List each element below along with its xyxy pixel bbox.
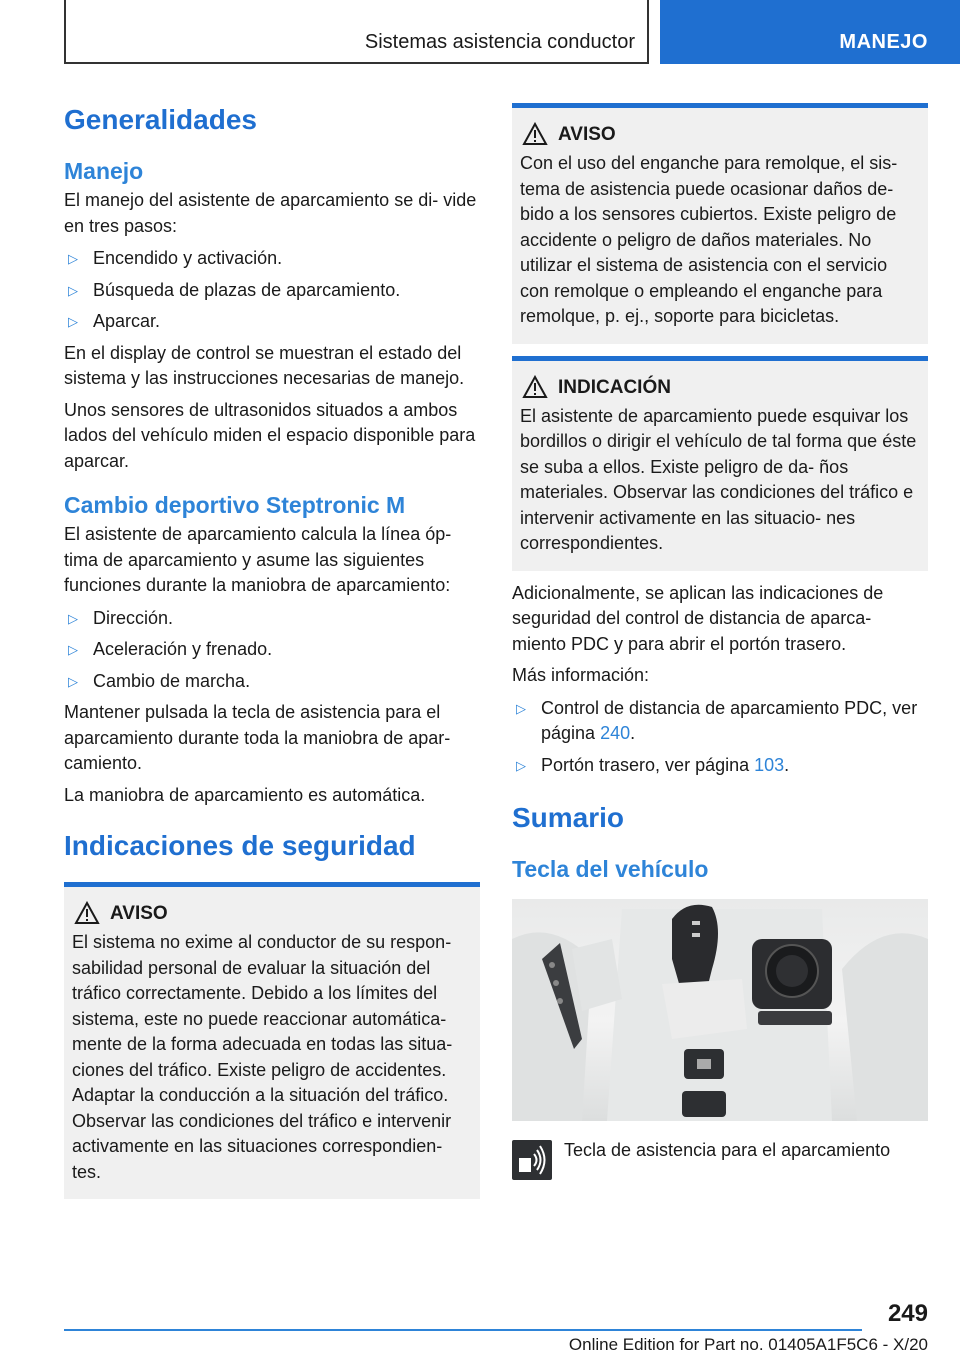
- text-mantener: Mantener pulsada la tecla de asistencia para el aparcamiento durante toda la maniobra de apar- camiento.: [64, 702, 451, 773]
- warning-triangle-icon: [74, 901, 100, 925]
- list-item: ▷ Aceleración y frenado.: [64, 637, 480, 663]
- warning-box-title: AVISO: [110, 901, 472, 927]
- triangle-bullet-icon: ▷: [68, 673, 78, 689]
- triangle-bullet-icon: ▷: [68, 251, 78, 266]
- triangle-bullet-icon: ▷: [516, 757, 526, 773]
- list-funciones: [64, 606, 480, 695]
- warning-box-text: Con el uso del enganche para remolque, el sis- tema de asistencia puede ocasionar daños de- bido a los sensores cubiertos. Existe peligro de accidente o peligro de daños materiales. No utilizar el sistema de asistencia con el servicio con remolque o empleando el enganche para remolque, p. ej., soporte para bicicletas.: [520, 153, 898, 326]
- text-automatica: La maniobra de aparcamiento es automática.: [64, 784, 426, 805]
- list-item: ▷ Aparcar.: [64, 309, 480, 335]
- notice-box: [512, 356, 928, 571]
- warning-box: [512, 103, 928, 344]
- caption-row: [512, 1140, 928, 1184]
- left-column: [64, 98, 480, 1199]
- warning-box-text: El sistema no exime al conductor de su respon- sabilidad personal de evaluar la situación del tráfico correctamente. Debido a los límites del sistema, este no puede reaccionar automática- mente de la forma adecuada en todas las situa- ciones del tráfico. Existe peligro de accidentes. Adaptar la conducción a la situación del tráfico. Observar las condiciones del tráfico e intervenir activamente en las situaciones correspondien- tes.: [72, 932, 453, 1182]
- park-assist-button-icon: [512, 1140, 552, 1180]
- footer-edition: Online Edition for Part no. 01405A1F5C6 - X/20: [568, 1335, 928, 1354]
- console-illustration-icon: [512, 899, 928, 1121]
- list-item: ▷ Búsqueda de plazas de aparcamiento.: [64, 278, 480, 304]
- center-console-photo: [512, 899, 928, 1121]
- header-chapter-title: MANEJO: [839, 31, 928, 53]
- list-item: ▷ Portón trasero, ver página 103.: [512, 753, 928, 779]
- list-pasos: [64, 246, 480, 335]
- heading-generalidades: Generalidades: [64, 104, 257, 135]
- triangle-bullet-icon: ▷: [68, 314, 78, 329]
- header-section-title: Sistemas asistencia conductor: [364, 31, 635, 53]
- triangle-bullet-icon: ▷: [68, 610, 78, 626]
- warning-box: [64, 882, 480, 1199]
- text-adicional: Adicionalmente, se aplican las indicaciones de seguridad del control de distancia de aparca- miento PDC y para abrir el portón trasero.: [512, 582, 884, 654]
- list-item: ▷ Dirección.: [64, 606, 480, 632]
- list-item: ▷ Control de distancia de aparcamiento PDC, ver página 240.: [516, 697, 918, 743]
- list-item: ▷ Encendido y activación.: [64, 246, 480, 272]
- warning-box-title: AVISO: [558, 122, 920, 148]
- text-cambio: El asistente de aparcamiento calcula la línea óp- tima de aparcamiento y asume las siguientes funciones durante la maniobra de aparcamiento:: [64, 524, 452, 595]
- text-sensores: Unos sensores de ultrasonidos situados a ambos lados del vehículo miden el espacio disponible para aparcar.: [64, 399, 476, 471]
- triangle-bullet-icon: ▷: [516, 700, 526, 716]
- text-display: En el display de control se muestran el estado del sistema y las instrucciones necesarias de manejo.: [64, 342, 465, 388]
- notice-box-title: INDICACIÓN: [558, 375, 920, 401]
- triangle-bullet-icon: ▷: [68, 282, 78, 298]
- heading-tecla-vehiculo: Tecla del vehículo: [512, 856, 709, 882]
- heading-manejo: Manejo: [64, 158, 144, 184]
- warning-triangle-icon: [522, 375, 548, 399]
- warning-triangle-icon: [522, 122, 548, 146]
- page-link-240[interactable]: 240: [600, 723, 631, 743]
- caption-text: Tecla de asistencia para el aparcamiento: [564, 1140, 891, 1160]
- triangle-bullet-icon: ▷: [68, 642, 78, 657]
- heading-cambio-deportivo: Cambio deportivo Steptronic M: [64, 492, 406, 518]
- header-section-box: [64, 0, 649, 64]
- list-item: ▷ Cambio de marcha.: [64, 669, 480, 695]
- heading-sumario: Sumario: [512, 802, 625, 833]
- footer-divider: [64, 1329, 862, 1331]
- header-chapter-tab: [660, 0, 960, 64]
- text-manejo: El manejo del asistente de aparcamiento se di- vide en tres pasos:: [64, 190, 477, 236]
- right-column: [512, 103, 928, 1184]
- text-mas-informacion: Más información:: [512, 665, 650, 685]
- list-mas-informacion: [512, 696, 928, 779]
- notice-box-text: El asistente de aparcamiento puede esquivar los bordillos o dirigir el vehículo de tal forma que éste se suba a ellos. Existe peligro de da- ños materiales. Observar las condiciones del tráfico e intervenir activamente en las situacio- nes correspondientes.: [520, 405, 917, 553]
- page-link-103[interactable]: 103: [754, 754, 785, 775]
- page-number: 249: [887, 1300, 928, 1327]
- heading-indicaciones: Indicaciones de seguridad: [64, 830, 416, 861]
